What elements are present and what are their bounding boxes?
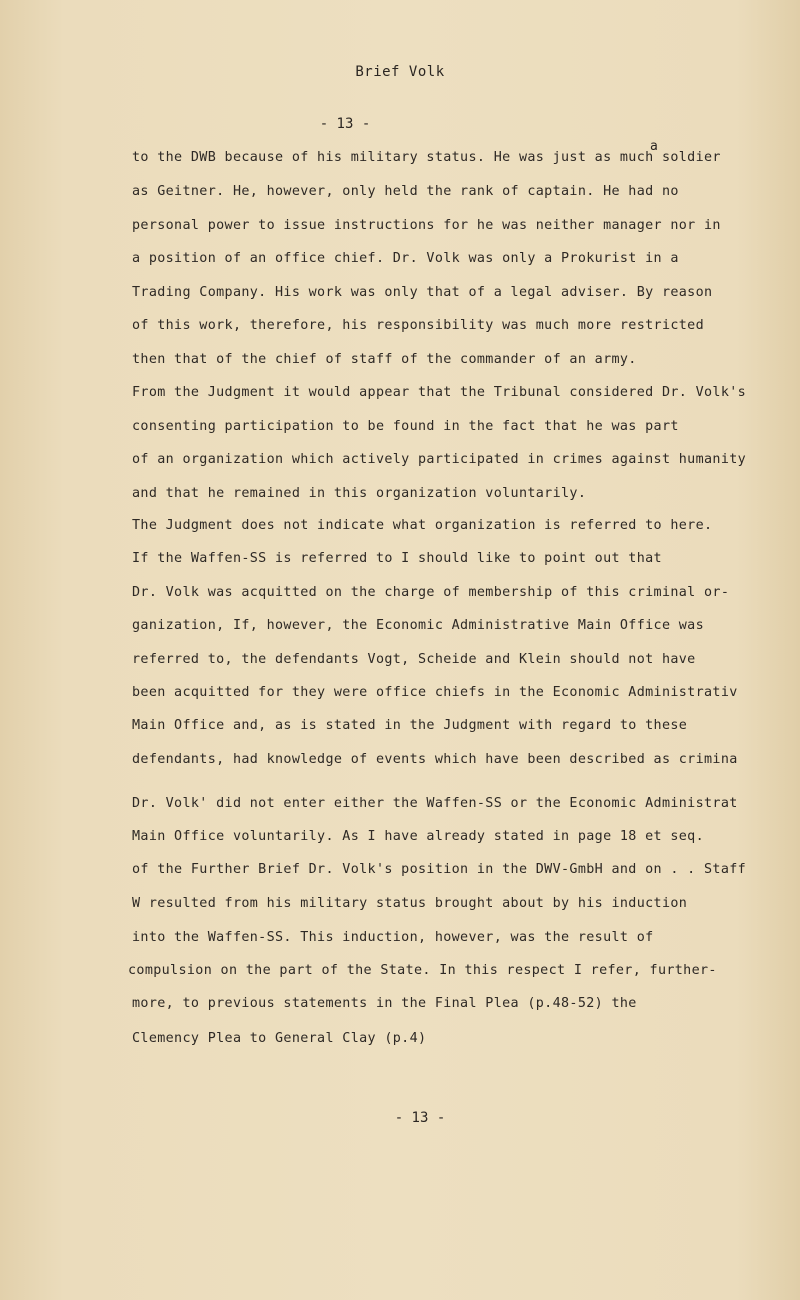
body-line: of an organization which actively participated in crimes against humanity <box>132 452 747 467</box>
body-line: consenting participation to be found in the fact that he was part <box>132 419 679 434</box>
superscript-correction: a <box>650 139 658 154</box>
body-line: From the Judgment it would appear that the Tribunal considered Dr. Volk's <box>132 385 747 400</box>
body-line: Clemency Plea to General Clay (p.4) <box>132 1031 427 1046</box>
body-line: to the DWB because of his military status. He was just as much soldier <box>132 150 721 165</box>
body-line: into the Waffen-SS. This induction, however, was the result of <box>132 930 654 945</box>
body-line: referred to, the defendants Vogt, Scheide and Klein should not have <box>132 652 696 667</box>
body-line: personal power to issue instructions for he was neither manager nor in <box>132 218 721 233</box>
body-line: Main Office voluntarily. As I have already stated in page 18 et seq. <box>132 829 705 844</box>
body-line: W resulted from his military status brought about by his induction <box>132 896 688 911</box>
body-line: Main Office and, as is stated in the Judgment with regard to these <box>132 718 688 733</box>
page-number-bottom: - 13 - <box>394 1110 446 1126</box>
body-line: Dr. Volk' did not enter either the Waffen-SS or the Economic Administrat <box>132 796 738 811</box>
body-line: as Geitner. He, however, only held the rank of captain. He had no <box>132 184 679 199</box>
body-line: been acquitted for they were office chiefs in the Economic Administrativ <box>132 685 738 700</box>
page-number-top: - 13 - <box>319 116 371 132</box>
body-line: defendants, had knowledge of events which have been described as crimina <box>132 752 738 767</box>
body-line: and that he remained in this organization voluntarily. <box>132 486 587 501</box>
body-line: Dr. Volk was acquitted on the charge of membership of this criminal or- <box>132 585 730 600</box>
body-line: of the Further Brief Dr. Volk's position in the DWV-GmbH and on . . Staff <box>132 862 747 877</box>
body-line: If the Waffen-SS is referred to I should like to point out that <box>132 551 662 566</box>
body-line: more, to previous statements in the Final Plea (p.48-52) the <box>132 996 637 1011</box>
body-line: a position of an office chief. Dr. Volk was only a Prokurist in a <box>132 251 679 266</box>
body-line: compulsion on the part of the State. In this respect I refer, further- <box>128 963 717 978</box>
body-line: Trading Company. His work was only that of a legal adviser. By reason <box>132 285 713 300</box>
body-line: then that of the chief of staff of the commander of an army. <box>132 352 637 367</box>
document-title: Brief Volk <box>355 64 445 80</box>
body-line: of this work, therefore, his responsibility was much more restricted <box>132 318 705 333</box>
body-line: The Judgment does not indicate what organization is referred to here. <box>132 518 713 533</box>
body-line: ganization, If, however, the Economic Administrative Main Office was <box>132 618 705 633</box>
